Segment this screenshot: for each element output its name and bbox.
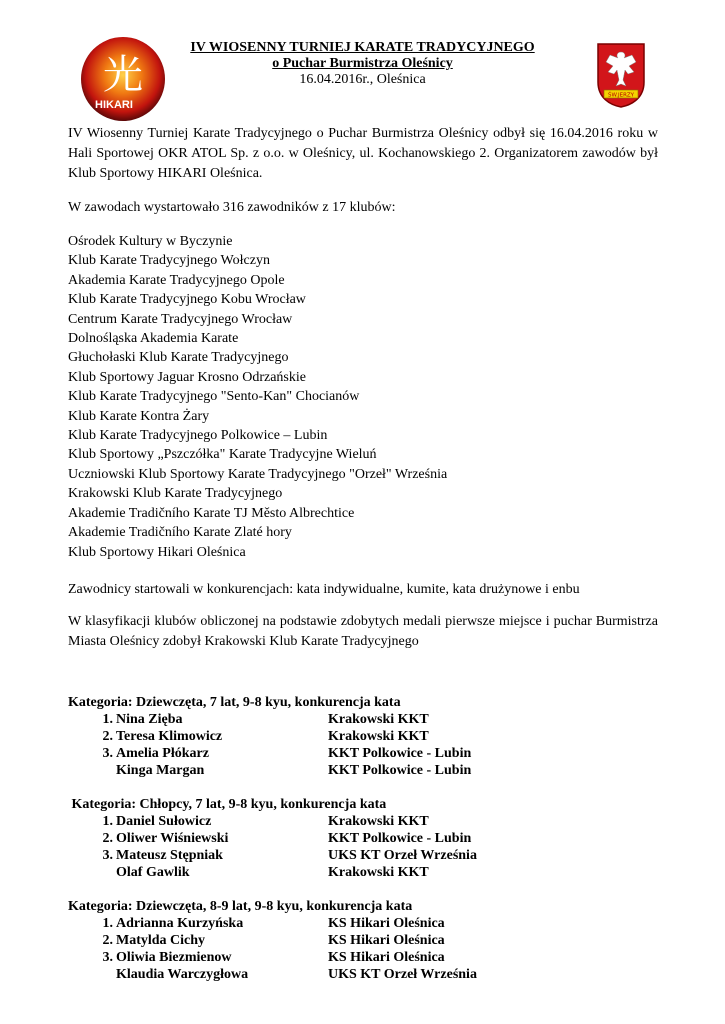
result-club: KS Hikari Oleśnica <box>328 932 445 948</box>
result-club: Krakowski KKT <box>328 864 429 880</box>
result-row <box>68 847 658 864</box>
document-body <box>68 124 658 983</box>
result-row <box>68 864 658 881</box>
category-title: Kategoria: Dziewczęta, 7 lat, 9-8 kyu, konkurencja kata <box>68 694 401 710</box>
result-club: Krakowski KKT <box>328 813 429 829</box>
result-place: 1. <box>102 915 113 931</box>
result-name: Oliwia Biezmienow <box>116 949 232 965</box>
club-item: Klub Karate Tradycyjnego "Sento-Kan" Chocianów <box>68 389 360 405</box>
result-name: Kinga Margan <box>116 762 205 778</box>
competitions-paragraph: Zawodnicy startowali w konkurencjach: kata indywidualne, kumite, kata drużynowe i enbu <box>68 581 580 597</box>
result-place: 2. <box>102 728 113 744</box>
intro-paragraph: IV Wiosenny Turniej Karate Tradycyjnego o Puchar Burmistrza Oleśnicy odbył się 16.04.2016 roku w Hali Sportowej OKR ATOL Sp. z o.o. w Oleśnicy, ul. Kochanowskiego 2. Organizatorem zawodów był Klub Sportowy HIKARI Oleśnica. <box>68 126 658 181</box>
category-title: Kategoria: Dziewczęta, 8-9 lat, 9-8 kyu, konkurencja kata <box>68 898 413 914</box>
result-row <box>68 966 658 983</box>
result-name: Daniel Sułowicz <box>116 813 212 829</box>
result-row <box>68 711 658 728</box>
club-item: Uczniowski Klub Sportowy Karate Tradycyjnego "Orzeł" Września <box>68 466 448 482</box>
result-club: Krakowski KKT <box>328 711 429 727</box>
result-row <box>68 745 658 762</box>
result-row <box>68 762 658 779</box>
hikari-glyph: 光 <box>103 52 143 98</box>
club-item: Akademie Tradičního Karate TJ Město Albrechtice <box>68 505 355 521</box>
result-club: KS Hikari Oleśnica <box>328 949 445 965</box>
result-row <box>68 932 658 949</box>
result-club: KS Hikari Oleśnica <box>328 915 445 931</box>
result-name: Matylda Cichy <box>116 932 206 948</box>
category-section <box>68 796 658 881</box>
result-row <box>68 813 658 830</box>
club-item: Klub Karate Tradycyjnego Polkowice – Lubin <box>68 428 328 444</box>
result-name: Adrianna Kurzyńska <box>116 915 244 931</box>
club-item: Klub Karate Kontra Żary <box>68 408 210 424</box>
club-list <box>68 232 658 562</box>
club-item: Klub Sportowy Hikari Oleśnica <box>68 544 246 560</box>
club-item: Klub Karate Tradycyjnego Kobu Wrocław <box>68 292 306 308</box>
result-club: KKT Polkowice - Lubin <box>328 830 472 846</box>
result-name: Olaf Gawlik <box>116 864 190 880</box>
result-name: Oliwer Wiśniewski <box>116 830 229 846</box>
club-item: Ośrodek Kultury w Byczynie <box>68 234 233 249</box>
document-date-place: 16.04.2016r., Oleśnica <box>299 72 426 87</box>
result-name: Teresa Klimowicz <box>116 728 223 744</box>
result-place <box>68 864 113 881</box>
club-item: Akademie Tradičního Karate Zlaté hory <box>68 525 292 541</box>
result-place: 3. <box>102 949 113 965</box>
result-name: Mateusz Stępniak <box>116 847 223 863</box>
result-place: 2. <box>102 830 113 846</box>
category-section <box>68 694 658 779</box>
result-row <box>68 915 658 932</box>
result-club: UKS KT Orzeł Września <box>328 847 477 863</box>
result-place: 3. <box>102 745 113 761</box>
result-place: 1. <box>102 813 113 829</box>
hikari-text: HIKARI <box>95 99 133 111</box>
club-item: Akademia Karate Tradycyjnego Opole <box>68 272 285 288</box>
result-club: UKS KT Orzeł Września <box>328 966 477 982</box>
document-subtitle: o Puchar Burmistrza Oleśnicy <box>272 56 453 71</box>
club-item: Krakowski Klub Karate Tradycyjnego <box>68 486 283 502</box>
result-row <box>68 949 658 966</box>
classification-paragraph: W klasyfikacji klubów obliczonej na podstawie zdobytych medali pierwsze miejsce i puchar Burmistrza Miasta Oleśnicy zdobył Krakowski Klub Karate Tradycyjnego <box>68 613 658 649</box>
category-section <box>68 898 658 983</box>
result-place <box>68 762 113 779</box>
result-row <box>68 830 658 847</box>
club-item: Klub Karate Tradycyjnego Wołczyn <box>68 253 270 269</box>
result-club: KKT Polkowice - Lubin <box>328 745 472 761</box>
coat-banner-text: ŚW.JERZY <box>607 92 635 99</box>
result-club: KKT Polkowice - Lubin <box>328 762 472 778</box>
club-item: Dolnośląska Akademia Karate <box>68 331 239 347</box>
category-title: Kategoria: Chłopcy, 7 lat, 9-8 kyu, konkurencja kata <box>68 796 387 812</box>
result-name: Nina Zięba <box>116 711 183 727</box>
document-header <box>0 40 725 88</box>
result-place: 1. <box>102 711 113 727</box>
result-club: Krakowski KKT <box>328 728 429 744</box>
club-item: Klub Sportowy „Pszczółka" Karate Tradycyjne Wieluń <box>68 447 377 463</box>
club-item: Głuchołaski Klub Karate Tradycyjnego <box>68 350 289 366</box>
result-place: 3. <box>102 847 113 863</box>
club-item: Klub Sportowy Jaguar Krosno Odrzańskie <box>68 369 306 385</box>
result-row <box>68 728 658 745</box>
result-name: Amelia Płókarz <box>116 745 209 761</box>
result-place: 2. <box>102 932 113 948</box>
result-name: Klaudia Warczygłowa <box>116 966 249 982</box>
result-place <box>68 966 113 983</box>
participants-paragraph: W zawodach wystartowało 316 zawodników z 17 klubów: <box>68 200 396 215</box>
club-item: Centrum Karate Tradycyjnego Wrocław <box>68 311 293 327</box>
document-title: IV WIOSENNY TURNIEJ KARATE TRADYCYJNEGO <box>190 40 535 55</box>
